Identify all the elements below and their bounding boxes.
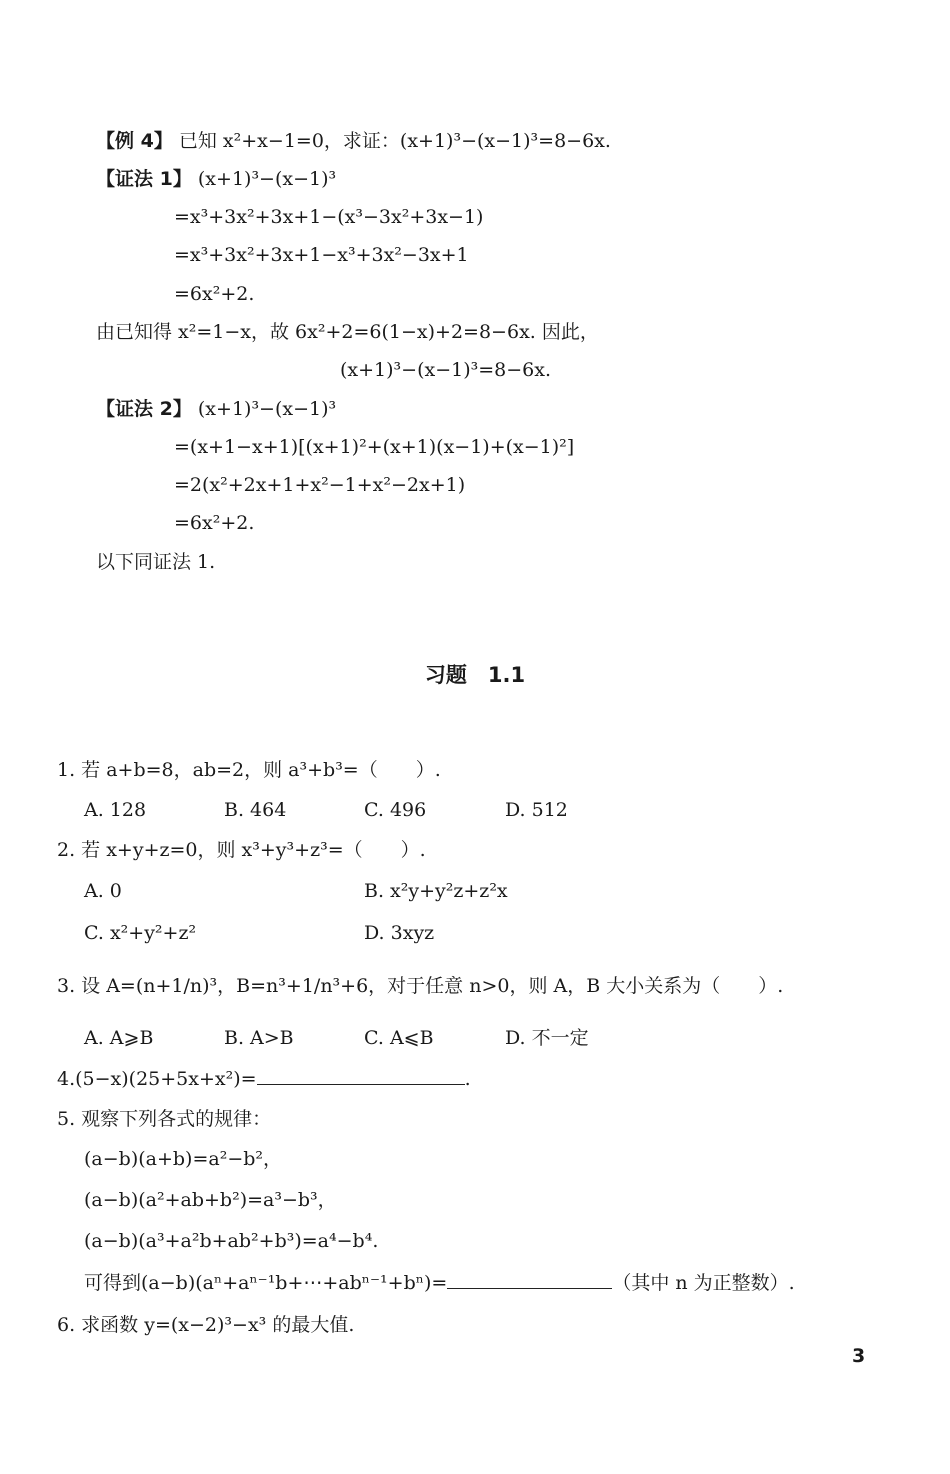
example-statement: 已知 x²+x−1=0，求证：(x+1)³−(x−1)³=8−6x.	[178, 130, 611, 152]
proof2-first: (x+1)³−(x−1)³	[197, 398, 337, 420]
q1-option-b: B. 464	[224, 799, 287, 821]
q1-option-c: C. 496	[364, 799, 427, 821]
q3-option-b: B. A>B	[224, 1027, 294, 1049]
page-number: 3	[852, 1345, 866, 1367]
proof1-header	[96, 166, 336, 192]
question-6: 6. 求函数 y=(x−2)³−x³ 的最大值.	[57, 1314, 355, 1336]
q2-option-b: B. x²y+y²z+z²x	[364, 880, 508, 902]
proof1-step: =6x²+2.	[174, 283, 255, 305]
q5-line: (a−b)(a³+a²b+ab²+b³)=a⁴−b⁴.	[84, 1230, 379, 1252]
q5-conclusion-text: 可得到(a−b)(aⁿ+aⁿ⁻¹b+⋯+abⁿ⁻¹+bⁿ)=	[84, 1272, 448, 1294]
q3-option-a: A. A⩾B	[84, 1027, 154, 1049]
q5-line: (a−b)(a²+ab+b²)=a³−b³，	[84, 1189, 337, 1211]
example-label: 【例 4】	[96, 130, 173, 152]
proof2-step: =6x²+2.	[174, 512, 255, 534]
q1-option-d: D. 512	[505, 799, 568, 821]
q2-option-a: A. 0	[84, 880, 122, 902]
proof1-first: (x+1)³−(x−1)³	[197, 168, 337, 190]
q5-conclusion	[84, 1270, 795, 1296]
q3-option-c: C. A⩽B	[364, 1027, 434, 1049]
q2-option-c: C. x²+y²+z²	[84, 922, 197, 944]
q2-option-d: D. 3xyz	[364, 922, 435, 944]
question-5: 5. 观察下列各式的规律：	[57, 1108, 272, 1130]
proof1-result: (x+1)³−(x−1)³=8−6x.	[340, 359, 552, 381]
exercise-title: 习题 1.1	[424, 663, 526, 687]
proof1-conclusion: 由已知得 x²=1−x，故 6x²+2=6(1−x)+2=8−6x. 因此，	[96, 321, 599, 343]
q1-option-a: A. 128	[84, 799, 147, 821]
q4-text: 4.(5−x)(25+5x+x²)=	[57, 1068, 257, 1090]
question-3: 3. 设 A=(n+1/n)³，B=n³+1/n³+6，对于任意 n>0，则 A，B 大小关系为（ ）.	[57, 975, 784, 997]
proof2-header	[96, 396, 336, 422]
question-4	[57, 1066, 471, 1092]
q3-option-d: D. 不一定	[505, 1027, 589, 1049]
proof1-label: 【证法 1】	[96, 168, 192, 190]
q4-period: .	[464, 1068, 471, 1090]
question-2: 2. 若 x+y+z=0，则 x³+y³+z³=（ ）.	[57, 839, 426, 861]
question-1: 1. 若 a+b=8，ab=2，则 a³+b³=（ ）.	[57, 759, 441, 781]
q5-conclusion-note: （其中 n 为正整数）.	[612, 1272, 795, 1294]
proof2-step: =(x+1−x+1)[(x+1)²+(x+1)(x−1)+(x−1)²]	[174, 436, 575, 458]
proof1-step: =x³+3x²+3x+1−x³+3x²−3x+1	[174, 244, 469, 266]
proof1-step: =x³+3x²+3x+1−(x³−3x²+3x−1)	[174, 206, 484, 228]
proof2-label: 【证法 2】	[96, 398, 192, 420]
example-line	[96, 128, 611, 154]
q4-answer-blank[interactable]	[257, 1066, 465, 1085]
proof2-note: 以下同证法 1.	[96, 551, 216, 573]
q5-line: (a−b)(a+b)=a²−b²，	[84, 1148, 283, 1170]
q5-answer-blank[interactable]	[447, 1270, 612, 1289]
proof2-step: =2(x²+2x+1+x²−1+x²−2x+1)	[174, 474, 466, 496]
